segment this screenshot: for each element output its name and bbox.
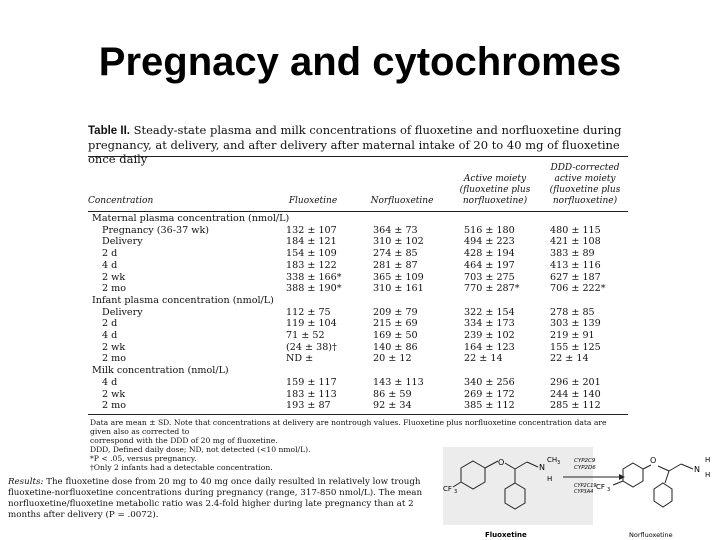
row-label: 2 d xyxy=(102,248,118,260)
table-bottom-rule xyxy=(88,414,628,415)
active-moiety-cell: 340 ± 256 xyxy=(464,376,515,388)
norfluoxetine-cell: 143 ± 113 xyxy=(373,376,424,388)
row-label: Pregnancy (36-37 wk) xyxy=(102,224,209,236)
fluoxetine-h-label: H xyxy=(547,475,553,483)
row-label: 2 mo xyxy=(102,400,127,412)
row-label: 2 d xyxy=(102,318,118,330)
norfluoxetine-h-bottom: H xyxy=(705,471,711,479)
results-paragraph xyxy=(8,477,440,521)
active-moiety-cell: 494 ± 223 xyxy=(464,236,515,248)
header-active-moiety: Active moiety (fluoxetine plus norfluoxetine) xyxy=(459,174,531,206)
row-label: Maternal plasma concentration (nmol/L) xyxy=(92,213,290,224)
norfluoxetine-h-top: H xyxy=(705,456,711,464)
footnote-2: correspond with the DDD of 20 mg of fluoxetine. xyxy=(90,436,278,445)
header-norfluoxetine: Norfluoxetine xyxy=(370,196,434,206)
active-moiety-cell: 385 ± 112 xyxy=(464,400,515,412)
footnote-3: DDD, Defined daily dose; ND, not detected (<10 nmol/L). xyxy=(90,445,311,454)
fluoxetine-cell: 154 ± 109 xyxy=(286,248,337,260)
fluoxetine-cell: 183 ± 113 xyxy=(286,388,337,400)
norfluoxetine-cell: 209 ± 79 xyxy=(373,306,418,318)
row-label: 2 wk xyxy=(102,388,126,400)
table-row xyxy=(88,378,628,389)
norfluoxetine-o-label: O xyxy=(650,456,657,465)
norfluoxetine-n-label: N xyxy=(694,465,700,474)
row-label: 2 mo xyxy=(102,353,127,365)
norfluoxetine-cell: 20 ± 12 xyxy=(373,353,412,365)
row-label: Delivery xyxy=(102,236,143,248)
table-caption xyxy=(88,123,628,166)
row-label: 4 d xyxy=(102,330,118,341)
fluoxetine-structure-background xyxy=(443,447,593,525)
fluoxetine-cell: 119 ± 104 xyxy=(286,318,337,330)
active-moiety-cell: 334 ± 173 xyxy=(464,318,515,330)
active-moiety-cell: 164 ± 123 xyxy=(464,341,515,353)
table-row xyxy=(88,237,628,248)
active-moiety-cell: 703 ± 275 xyxy=(464,271,515,283)
footnote-1: Data are mean ± SD. Note that concentrations at delivery are nontrough values. Fluoxetine plus norfluoxetine concentration data are given also as corrected to xyxy=(90,418,607,436)
fluoxetine-ch3-subscript: 3 xyxy=(557,460,561,466)
footnote-5: †Only 2 infants had a detectable concentration. xyxy=(90,463,273,472)
fluoxetine-n-label: N xyxy=(539,463,545,472)
row-label: 2 mo xyxy=(102,283,127,295)
norfluoxetine-ring-a xyxy=(623,463,643,487)
fluoxetine-cell: 183 ± 122 xyxy=(286,259,337,271)
table-row xyxy=(88,319,628,330)
norfluoxetine-cell: 281 ± 87 xyxy=(373,259,418,271)
table-section-row xyxy=(88,296,628,307)
norfluoxetine-cell: 169 ± 50 xyxy=(373,330,418,341)
table-row xyxy=(88,273,628,284)
footnote-4: *P < .05, versus pregnancy. xyxy=(90,454,197,463)
header-concentration: Concentration xyxy=(88,196,154,206)
table-caption-label: Table II. xyxy=(88,125,130,137)
norfluoxetine-cell: 365 ± 109 xyxy=(373,271,424,283)
fluoxetine-ch3-label: CH xyxy=(547,456,558,464)
ddd-corrected-cell: 278 ± 85 xyxy=(550,306,595,318)
ddd-corrected-cell: 413 ± 116 xyxy=(550,259,601,271)
table-row xyxy=(88,331,628,342)
fluoxetine-cell: 112 ± 75 xyxy=(286,306,331,318)
norfluoxetine-cell: 86 ± 59 xyxy=(373,388,412,400)
fluoxetine-label: Fluoxetine xyxy=(485,531,527,539)
row-label: 4 d xyxy=(102,259,118,271)
table-row xyxy=(88,308,628,319)
fluoxetine-cell: ND ± xyxy=(286,353,314,365)
fluoxetine-cell: 132 ± 107 xyxy=(286,224,337,236)
fluoxetine-cf3-label: CF xyxy=(443,485,452,493)
fluoxetine-o-label: O xyxy=(498,458,505,467)
ddd-corrected-cell: 383 ± 89 xyxy=(550,248,595,260)
table-section-row xyxy=(88,214,628,225)
enzyme-cyp3a4: CYP3A4 xyxy=(574,489,594,495)
norfluoxetine-cf3-subscript: 3 xyxy=(607,487,611,493)
table-row xyxy=(88,249,628,260)
header-ddd-corrected: DDD-corrected active moiety (fluoxetine plus norfluoxetine) xyxy=(549,163,621,206)
table-row xyxy=(88,390,628,401)
ddd-corrected-cell: 303 ± 139 xyxy=(550,318,601,330)
fluoxetine-cell: (24 ± 38)† xyxy=(286,341,337,353)
norfluoxetine-cf3-label: CF xyxy=(596,483,605,491)
fluoxetine-cell: 159 ± 117 xyxy=(286,376,337,388)
table-header-rule xyxy=(88,211,628,212)
active-moiety-cell: 516 ± 180 xyxy=(464,224,515,236)
table-row xyxy=(88,226,628,237)
fluoxetine-cell: 184 ± 121 xyxy=(286,236,337,248)
table-row xyxy=(88,354,628,365)
norfluoxetine-cell: 364 ± 73 xyxy=(373,224,418,236)
ddd-corrected-cell: 155 ± 125 xyxy=(550,341,601,353)
table-caption-text: Steady-state plasma and milk concentrations of fluoxetine and norfluoxetine during pregnancy, at delivery, and after delivery after maternal intake of 20 to 40 mg of fluoxetine once daily xyxy=(88,123,622,166)
norfluoxetine-cell: 92 ± 34 xyxy=(373,400,412,412)
row-label: Delivery xyxy=(102,306,143,318)
row-label: 4 d xyxy=(102,376,118,388)
table-section-row xyxy=(88,366,628,377)
fluoxetine-cell: 388 ± 190* xyxy=(286,283,342,295)
results-text: The fluoxetine dose from 20 mg to 40 mg once daily resulted in relatively low trough fluoxetine-norfluoxetine concentrations during pregnancy (range, 317-850 nmol/L). The mean norfluoxetine/fluoxetine metabolic ratio was 2.4-fold higher during late pregnancy than at 2 months after delivery (P = .0072). xyxy=(8,477,423,520)
norfluoxetine-cell: 310 ± 102 xyxy=(373,236,424,248)
header-fluoxetine: Fluoxetine xyxy=(288,196,338,206)
norfluoxetine-label: Norfluoxetine xyxy=(629,531,673,539)
ddd-corrected-cell: 421 ± 108 xyxy=(550,236,601,248)
norfluoxetine-ring-b xyxy=(654,483,672,507)
norfluoxetine-cell: 310 ± 161 xyxy=(373,283,424,295)
ddd-corrected-cell: 244 ± 140 xyxy=(550,388,601,400)
fluoxetine-cell: 193 ± 87 xyxy=(286,400,331,412)
active-moiety-cell: 770 ± 287* xyxy=(464,283,520,295)
active-moiety-cell: 269 ± 172 xyxy=(464,388,515,400)
ddd-corrected-cell: 22 ± 14 xyxy=(550,353,589,365)
row-label: Milk concentration (nmol/L) xyxy=(92,365,229,377)
results-label: Results: xyxy=(8,477,44,487)
norfluoxetine-cell: 215 ± 69 xyxy=(373,318,418,330)
table-row xyxy=(88,401,628,412)
table-row xyxy=(88,343,628,354)
metabolism-arrow-head xyxy=(619,474,625,480)
fluoxetine-cell: 71 ± 52 xyxy=(286,330,325,341)
row-label: 2 wk xyxy=(102,341,126,353)
fluoxetine-cf3-subscript: 3 xyxy=(454,489,458,495)
active-moiety-cell: 428 ± 194 xyxy=(464,248,515,260)
ddd-corrected-cell: 285 ± 112 xyxy=(550,400,601,412)
norfluoxetine-structure xyxy=(613,463,693,507)
fluoxetine-metabolism-diagram xyxy=(443,447,720,540)
active-moiety-cell: 322 ± 154 xyxy=(464,306,515,318)
active-moiety-cell: 464 ± 197 xyxy=(464,259,515,271)
table-top-rule xyxy=(88,156,628,157)
enzyme-cyp2c9: CYP2C9 xyxy=(574,458,596,464)
table-row xyxy=(88,261,628,272)
row-label: Infant plasma concentration (nmol/L) xyxy=(92,294,274,306)
row-label: 2 wk xyxy=(102,271,126,283)
norfluoxetine-cell: 274 ± 85 xyxy=(373,248,418,260)
ddd-corrected-cell: 706 ± 222* xyxy=(550,283,606,295)
slide-title: Pregnacy and cytochromes xyxy=(98,40,622,84)
fluoxetine-cell: 338 ± 166* xyxy=(286,271,342,283)
active-moiety-cell: 22 ± 14 xyxy=(464,353,503,365)
ddd-corrected-cell: 627 ± 187 xyxy=(550,271,601,283)
enzyme-cyp2d6: CYP2D6 xyxy=(574,465,596,471)
ddd-corrected-cell: 296 ± 201 xyxy=(550,376,601,388)
ddd-corrected-cell: 480 ± 115 xyxy=(550,224,601,236)
enzyme-cyp2c19: CYP2C19 xyxy=(574,483,597,489)
norfluoxetine-cell: 140 ± 86 xyxy=(373,341,418,353)
active-moiety-cell: 239 ± 102 xyxy=(464,330,515,341)
ddd-corrected-cell: 219 ± 91 xyxy=(550,330,595,341)
table-row xyxy=(88,284,628,295)
